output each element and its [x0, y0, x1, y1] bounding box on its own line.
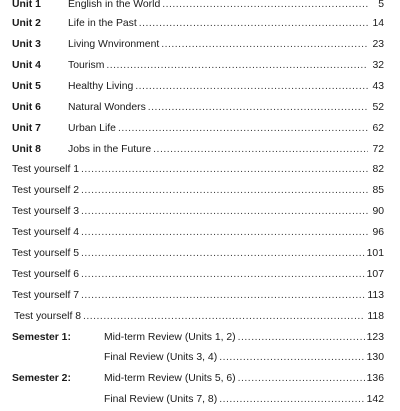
test-title: Test yourself 4 [12, 227, 79, 239]
table-of-contents [12, 0, 384, 411]
unit-label: Unit 1 [12, 0, 41, 10]
page-number: 136 [366, 373, 384, 385]
dot-leader [148, 103, 368, 113]
dot-leader [118, 124, 368, 134]
toc-row-test-3 [12, 202, 384, 223]
unit-title: Living Wnvironment [68, 39, 160, 51]
page-number: 62 [372, 122, 384, 134]
unit-label: Unit 6 [12, 101, 41, 113]
dot-leader [219, 353, 364, 363]
dot-leader [83, 312, 365, 322]
toc-row-unit-7 [12, 118, 384, 139]
page-number: 32 [372, 60, 384, 72]
dot-leader [81, 186, 368, 196]
unit-title: Life in the Past [68, 18, 137, 30]
review-title: Final Review (Units 7, 8) [104, 394, 218, 406]
unit-label: Unit 7 [12, 122, 41, 134]
toc-row-unit-5 [12, 77, 384, 98]
test-title: Test yourself 2 [12, 185, 79, 197]
dot-leader [135, 82, 368, 92]
page-number: 72 [372, 143, 384, 155]
dot-leader [161, 40, 368, 50]
page-number: 130 [366, 352, 384, 364]
unit-label: Unit 5 [12, 80, 41, 92]
toc-row-semester-2-final [12, 390, 384, 411]
page-number: 5 [378, 0, 384, 10]
page-number: 123 [366, 331, 384, 343]
test-title: Test yourself 8 [14, 310, 81, 322]
review-title: Mid-term Review (Units 1, 2) [104, 331, 236, 343]
unit-title: Urban Life [68, 122, 116, 134]
toc-row-unit-8 [12, 139, 384, 160]
page-number: 82 [372, 164, 384, 176]
toc-row-test-7 [12, 286, 384, 307]
page-number: 52 [372, 101, 384, 113]
page-number: 118 [367, 310, 384, 322]
unit-label: Unit 3 [12, 39, 41, 51]
page-number: 23 [372, 39, 384, 51]
unit-title: English in the World [68, 0, 161, 10]
dot-leader [81, 270, 365, 280]
unit-label: Unit 4 [12, 60, 41, 72]
dot-leader [238, 374, 365, 384]
test-title: Test yourself 3 [12, 206, 79, 218]
unit-label: Unit 8 [12, 143, 41, 155]
page-number: 96 [372, 227, 384, 239]
toc-row-test-6 [12, 265, 384, 286]
dot-leader [81, 165, 368, 175]
dot-leader [153, 145, 368, 155]
toc-row-unit-6 [12, 98, 384, 119]
page-number: 101 [366, 248, 384, 260]
page-number: 14 [372, 18, 384, 30]
dot-leader [219, 395, 364, 405]
dot-leader [238, 333, 365, 343]
toc-row-unit-2 [12, 14, 384, 35]
unit-title: Natural Wonders [68, 101, 146, 113]
unit-title: Jobs in the Future [68, 143, 152, 155]
unit-title: Healthy Living [68, 80, 134, 92]
semester-label: Semester 1: [12, 331, 71, 343]
page-number: 43 [372, 80, 384, 92]
review-title: Final Review (Units 3, 4) [104, 352, 218, 364]
page-number: 107 [366, 268, 384, 280]
page-number: 90 [372, 206, 384, 218]
toc-row-unit-1 [12, 0, 384, 14]
toc-row-test-4 [12, 223, 384, 244]
dot-leader [81, 291, 365, 301]
test-title: Test yourself 7 [12, 289, 79, 301]
toc-row-unit-3 [12, 35, 384, 56]
page-number: 85 [372, 185, 384, 197]
dot-leader [81, 228, 368, 238]
toc-row-semester-1-midterm [12, 327, 384, 348]
dot-leader [162, 0, 368, 10]
dot-leader [81, 207, 368, 217]
unit-title: Tourism [68, 60, 105, 72]
toc-row-semester-1-final [12, 348, 384, 369]
toc-row-semester-2-midterm [12, 369, 384, 390]
unit-label: Unit 2 [12, 18, 41, 30]
page-number: 142 [366, 394, 384, 406]
dot-leader [139, 19, 368, 29]
test-title: Test yourself 1 [12, 164, 79, 176]
test-title: Test yourself 5 [12, 248, 79, 260]
dot-leader [106, 61, 368, 71]
toc-row-test-8 [12, 306, 384, 327]
test-title: Test yourself 6 [12, 268, 79, 280]
toc-row-test-2 [12, 181, 384, 202]
toc-row-unit-4 [12, 56, 384, 77]
review-title: Mid-term Review (Units 5, 6) [104, 373, 236, 385]
page-number: 113 [367, 289, 384, 301]
toc-row-test-1 [12, 160, 384, 181]
semester-label: Semester 2: [12, 373, 71, 385]
toc-row-test-5 [12, 244, 384, 265]
dot-leader [81, 249, 365, 259]
